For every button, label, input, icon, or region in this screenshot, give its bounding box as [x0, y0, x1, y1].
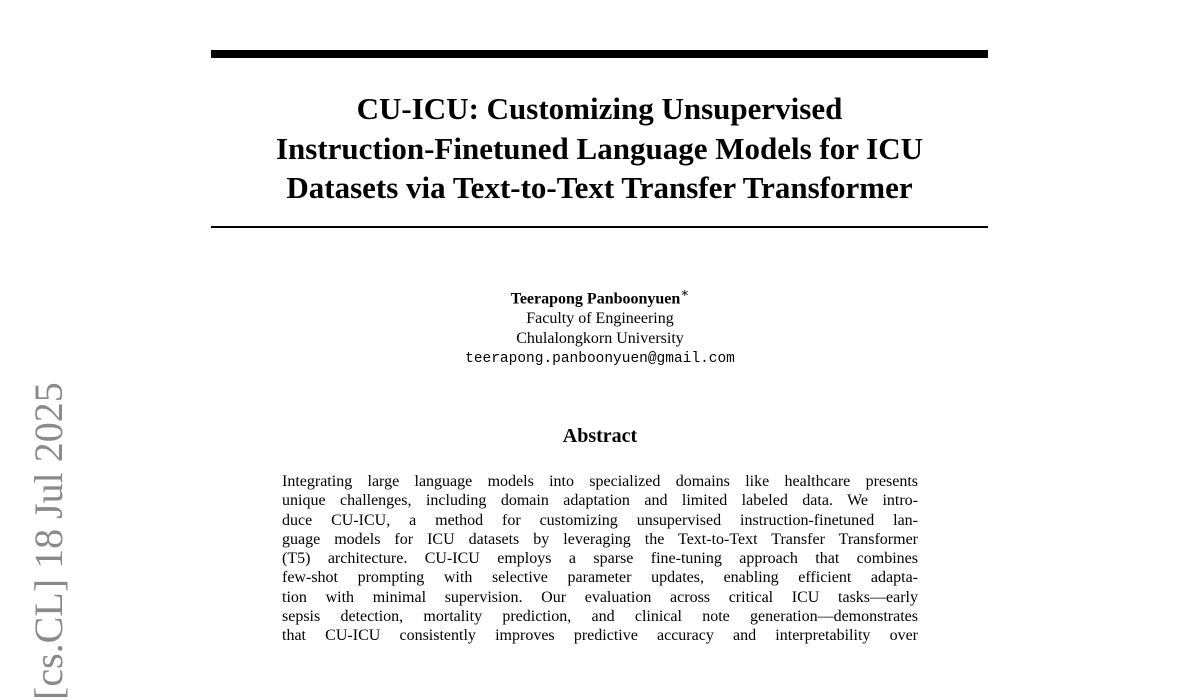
author-affiliation-faculty: Faculty of Engineering — [526, 310, 674, 328]
title-bottom-rule — [211, 226, 988, 228]
title-line: CU-ICU: Customizing Unsupervised — [356, 91, 843, 126]
abstract-line: sepsis detection, mortality prediction, and clinical note generation—demonstrates — [282, 608, 918, 626]
author-affiliation-university: Chulalongkorn University — [516, 330, 684, 348]
abstract-line: guage models for ICU datasets by leveraging the Text-to-Text Transfer Transformer — [282, 530, 918, 548]
abstract-heading: Abstract — [562, 425, 638, 447]
abstract-body — [282, 472, 918, 646]
abstract-line: few-shot prompting with selective parameter updates, enabling efficient adapta- — [282, 569, 918, 587]
title-line: Instruction-Finetuned Language Models for ICU — [275, 130, 924, 166]
author-email: teerapong.panboonyuen@gmail.com — [465, 351, 735, 368]
abstract-line: that CU-ICU consistently improves predictive accuracy and interpretability over — [282, 627, 918, 645]
abstract-line: Integrating large language models into specialized domains like healthcare presents — [282, 473, 918, 490]
title-line: Datasets via Text-to-Text Transfer Transformer — [286, 170, 913, 205]
author-footnote-mark: ∗ — [680, 285, 690, 300]
abstract-line: unique challenges, including domain adaptation and limited labeled data. We intro- — [282, 492, 918, 510]
paper-title — [211, 89, 988, 208]
title-top-rule — [211, 50, 988, 58]
abstract-line: tion with minimal supervision. Our evaluation across critical ICU tasks—early — [282, 588, 918, 606]
abstract-line: duce CU-ICU, a method for customizing unsupervised instruction-finetuned lan- — [282, 511, 918, 529]
arxiv-side-stamp: [cs.CL] 18 Jul 2025 — [26, 382, 71, 700]
author-block — [300, 283, 900, 369]
author-name: Teerapong Panboonyuen — [510, 290, 681, 308]
abstract-line: (T5) architecture. CU-ICU employs a sparse fine-tuning approach that combines — [282, 550, 918, 568]
author-name-line — [300, 283, 900, 309]
